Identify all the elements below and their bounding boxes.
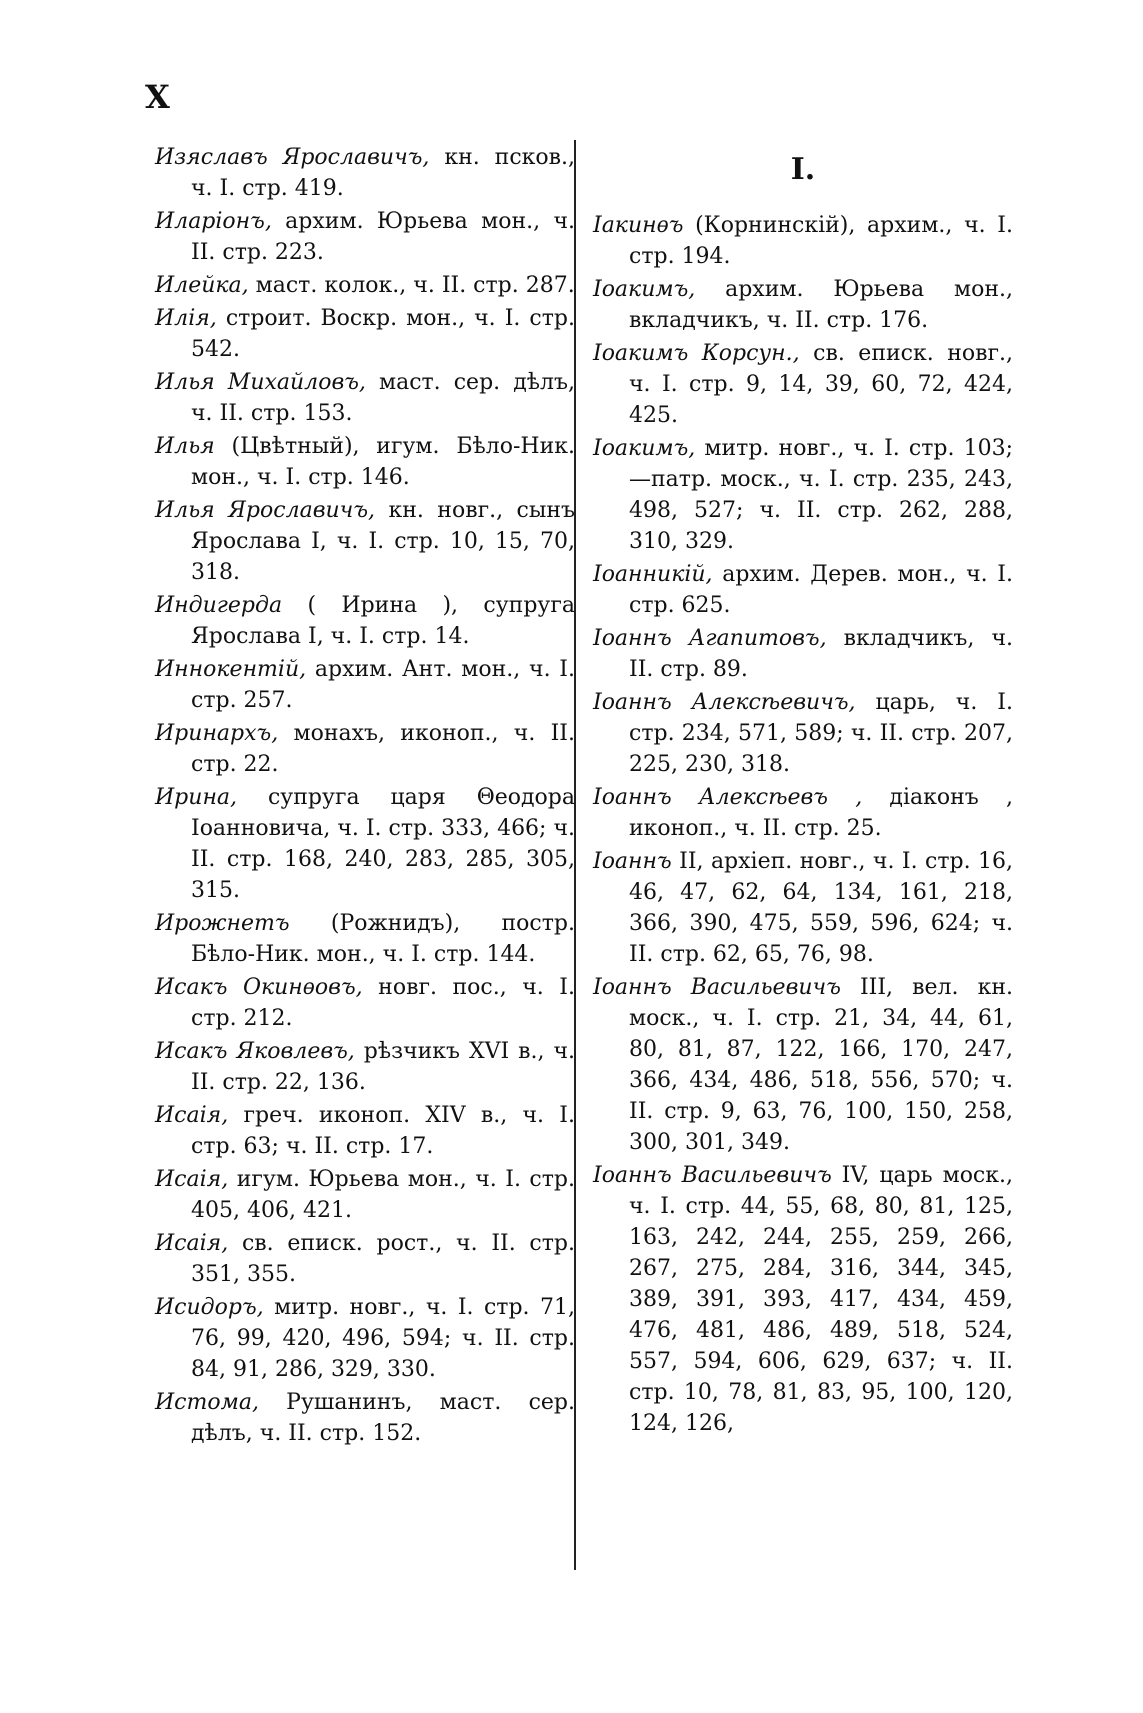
index-entry xyxy=(593,623,1013,685)
entry-text: вкладчикъ, ч. II. стр. 89. xyxy=(629,626,1013,682)
entry-text: (Корнинскій), архим., ч. I. стр. 194. xyxy=(629,213,1013,269)
index-entry xyxy=(593,210,1013,272)
entry-text: новг. пос., ч. I. стр. 212. xyxy=(191,975,575,1031)
section-heading: I. xyxy=(790,152,816,187)
entry-text: діаконъ , иконоп., ч. II. стр. 25. xyxy=(629,785,1013,841)
entry-text: кн. новг., сынъ Ярослава I, ч. I. стр. 10, 15, 70, 318. xyxy=(191,498,576,585)
index-entry xyxy=(155,1164,575,1226)
index-entry xyxy=(155,367,575,429)
entry-name: Іоакимъ Корсун., xyxy=(593,341,800,366)
index-entry xyxy=(593,782,1013,844)
entry-text: маст. колок., ч. II. стр. 287. xyxy=(248,273,575,298)
entry-text: (Цвѣтный), игум. Бѣло-Ник. мон., ч. I. стр. 146. xyxy=(191,434,575,490)
index-entry xyxy=(155,142,575,204)
entry-name: Іоаннъ xyxy=(593,849,672,874)
index-entry xyxy=(593,274,1013,336)
index-entry xyxy=(155,495,575,588)
index-entry xyxy=(593,338,1013,431)
index-entry xyxy=(155,972,575,1034)
entry-text: рѣзчикъ XVI в., ч. II. стр. 22, 136. xyxy=(191,1039,575,1095)
entry-name: Ирина, xyxy=(155,785,238,810)
index-entry xyxy=(155,270,575,301)
entry-text: ( Ирина ), супруга Ярослава I, ч. I. стр. 14. xyxy=(191,593,575,649)
entry-name: Іоанникій, xyxy=(593,562,713,587)
entry-text: III, вел. кн. моск., ч. I. стр. 21, 34, 44, 61, 80, 81, 87, 122, 166, 170, 247, 366, 434, 486, 518, 556, 570; ч. II. стр. 9, 63, 76, 100, 150, 258, 300, 301, 349. xyxy=(629,975,1013,1155)
entry-name: Иринархъ, xyxy=(155,721,279,746)
entry-name: Іоакимъ, xyxy=(593,277,696,302)
index-entry xyxy=(155,718,575,780)
entry-text: II, архіеп. новг., ч. I. стр. 16, 46, 47, 62, 64, 134, 161, 218, 366, 390, 475, 559, 596, 624; ч. II. стр. 62, 65, 76, 98. xyxy=(629,849,1013,967)
index-entry xyxy=(155,1036,575,1098)
entry-name: Іоаннъ Алексѣевичъ, xyxy=(593,690,856,715)
entry-name: Изяславъ Ярославичъ, xyxy=(155,145,430,170)
entry-name: Илія, xyxy=(155,306,217,331)
index-entry xyxy=(155,590,575,652)
page-number: X xyxy=(145,78,171,116)
entry-name: Илья Ярославичъ, xyxy=(155,498,376,523)
entry-text: архим. Юрьева мон., вкладчикъ, ч. II. стр. 176. xyxy=(629,277,1013,333)
entry-name: Исакъ Яковлевъ, xyxy=(155,1039,355,1064)
index-entry xyxy=(155,782,575,906)
index-entry xyxy=(155,654,575,716)
entry-name: Исакъ Окинѳовъ, xyxy=(155,975,363,1000)
index-entry xyxy=(593,433,1013,557)
entry-name: Истома, xyxy=(155,1390,259,1415)
index-entry xyxy=(593,1160,1013,1439)
entry-text: архим. Юрьева мон., ч. II. стр. 223. xyxy=(191,209,575,265)
entry-text: игум. Юрьева мон., ч. I. стр. 405, 406, 421. xyxy=(191,1167,575,1223)
index-entry xyxy=(155,1292,575,1385)
entry-text: IV, царь моск., ч. I. стр. 44, 55, 68, 80, 81, 125, 163, 242, 244, 255, 259, 266, 267, 275, 284, 316, 344, 345, 389, 391, 393, 417, 434, 459, 476, 481, 486, 489, 518, 524, 557, 594, 606, 629, 637; ч. II. стр. 10, 78, 81, 83, 95, 100, 120, 124, 126, xyxy=(629,1163,1013,1436)
entry-name: Исаія, xyxy=(155,1103,229,1128)
entry-name: Илья xyxy=(155,434,215,459)
entry-name: Іоакимъ, xyxy=(593,436,696,461)
index-entry xyxy=(155,206,575,268)
entry-name: Исидоръ, xyxy=(155,1295,264,1320)
entry-text: (Рожнидъ), постр. Бѣло-Ник. мон., ч. I. стр. 144. xyxy=(191,911,575,967)
index-entry xyxy=(593,972,1013,1158)
index-entry xyxy=(155,1100,575,1162)
index-entry xyxy=(155,431,575,493)
entry-name: Илейка, xyxy=(155,273,249,298)
index-entry xyxy=(155,303,575,365)
column-divider xyxy=(574,140,576,1570)
index-entry xyxy=(593,559,1013,621)
entry-name: Индигерда xyxy=(155,593,283,618)
entry-name: Іоаннъ Алексѣевъ , xyxy=(593,785,863,810)
entry-name: Иннокентій, xyxy=(155,657,307,682)
entry-text: архим. Дерев. мон., ч. I. стр. 625. xyxy=(629,562,1013,618)
entry-text: св. еписк. новг., ч. I. стр. 9, 14, 39, 60, 72, 424, 425. xyxy=(629,341,1013,428)
index-entry xyxy=(155,1387,575,1449)
entry-text: кн. псков., ч. I. стр. 419. xyxy=(191,145,576,201)
entry-name: Иларіонъ, xyxy=(155,209,272,234)
index-column-right xyxy=(593,142,1013,1441)
index-entry xyxy=(155,908,575,970)
entry-name: Іакинѳъ xyxy=(593,213,684,238)
entry-text: строит. Воскр. мон., ч. I. стр. 542. xyxy=(191,306,575,362)
index-column-left xyxy=(155,142,575,1451)
entry-text: греч. иконоп. XIV в., ч. I. стр. 63; ч. II. стр. 17. xyxy=(191,1103,575,1159)
entry-name: Іоаннъ Васильевичъ xyxy=(593,975,841,1000)
entry-name: Исаія, xyxy=(155,1167,229,1192)
entry-text: маст. сер. дѣлъ, ч. II. стр. 153. xyxy=(191,370,575,426)
entry-text: Рушанинъ, маст. сер. дѣлъ, ч. II. стр. 152. xyxy=(191,1390,575,1446)
index-entry xyxy=(593,846,1013,970)
entry-text: супруга царя Θеодора Іоанновича, ч. I. стр. 333, 466; ч. II. стр. 168, 240, 283, 285, 305, 315. xyxy=(191,785,576,903)
entry-name: Исаія, xyxy=(155,1231,229,1256)
entry-text: митр. новг., ч. I. стр. 103;—патр. моск., ч. I. стр. 235, 243, 498, 527; ч. II. стр. 262, 288, 310, 329. xyxy=(629,436,1013,554)
entry-text: св. еписк. рост., ч. II. стр. 351, 355. xyxy=(191,1231,575,1287)
entry-text: царь, ч. I. стр. 234, 571, 589; ч. II. стр. 207, 225, 230, 318. xyxy=(629,690,1013,777)
entry-text: архим. Ант. мон., ч. I. стр. 257. xyxy=(191,657,575,713)
entry-text: монахъ, иконоп., ч. II. стр. 22. xyxy=(191,721,575,777)
entry-name: Іоаннъ Васильевичъ xyxy=(593,1163,832,1188)
entry-text: митр. новг., ч. I. стр. 71, 76, 99, 420, 496, 594; ч. II. стр. 84, 91, 286, 329, 330. xyxy=(191,1295,575,1382)
index-entry xyxy=(155,1228,575,1290)
index-entry xyxy=(593,687,1013,780)
entry-name: Илья Михайловъ, xyxy=(155,370,366,395)
entry-name: Ирожнетъ xyxy=(155,911,290,936)
entry-name: Іоаннъ Агапитовъ, xyxy=(593,626,827,651)
